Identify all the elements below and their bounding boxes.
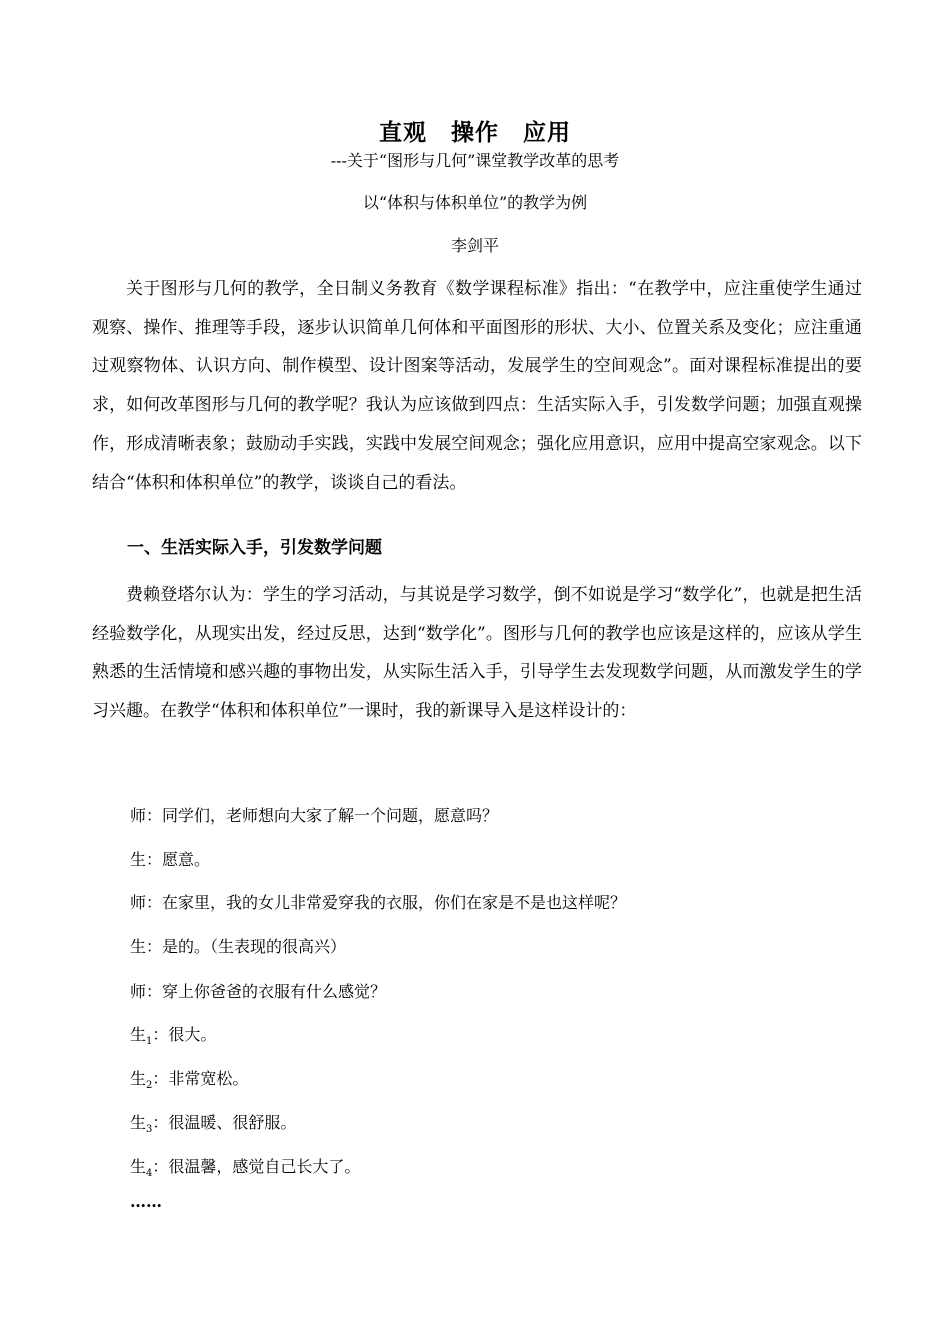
dialogue-text: ：在家里，我的女儿非常爱穿我的衣服，你们在家是不是也这样呢？ <box>146 893 627 912</box>
document-subtitle: ---关于“图形与几何”课堂教学改革的思考 <box>330 151 620 170</box>
document-title: 直观 操作 应用 <box>379 120 571 146</box>
dialogue-line <box>130 1154 360 1179</box>
dialogue-line <box>130 934 346 959</box>
dialogue-text: ：是的。（生表现的很高兴） <box>146 937 347 956</box>
dialogue-text: ：非常宽松。 <box>152 1069 249 1088</box>
dialogue-speaker-index: 2 <box>146 1080 153 1092</box>
dialogue-text: ：很温馨，感觉自己长大了。 <box>152 1157 361 1176</box>
dialogue-speaker: 生 <box>130 1157 147 1176</box>
dialogue-text: ：同学们，老师想向大家了解一个问题，愿意吗？ <box>146 806 499 825</box>
ellipsis: …… <box>130 1192 162 1211</box>
dialogue-text: ：很大。 <box>152 1025 217 1044</box>
dialogue-speaker-index: 1 <box>146 1036 153 1048</box>
dialogue-speaker: 师 <box>130 806 147 825</box>
dialogue-speaker-index: 3 <box>146 1124 153 1136</box>
dialogue-line <box>130 1022 216 1047</box>
author-name: 李剑平 <box>450 236 499 255</box>
dialogue-speaker: 师 <box>130 982 147 1001</box>
section-heading: 一、生活实际入手，引发数学问题 <box>127 538 382 558</box>
dialogue-text: ：很温暖、很舒服。 <box>152 1113 297 1132</box>
example-line: 以“体积与体积单位”的教学为例 <box>362 193 588 212</box>
dialogue-speaker: 生 <box>130 850 147 869</box>
dialogue-speaker: 生 <box>130 937 147 956</box>
dialogue-speaker: 师 <box>130 893 147 912</box>
dialogue-line <box>130 1066 248 1091</box>
dialogue-speaker: 生 <box>130 1025 147 1044</box>
dialogue-line <box>130 847 210 872</box>
dialogue-speaker: 生 <box>130 1069 147 1088</box>
dialogue-text: ：愿意。 <box>146 850 211 869</box>
dialogue-line <box>130 803 498 828</box>
dialogue-text: ：穿上你爸爸的衣服有什么感觉？ <box>146 982 387 1001</box>
paragraph-intro: 关于图形与几何的教学，全日制义务教育《数学课程标准》指出：“在教学中，应注重使学生通过观察、操作、推理等手段，逐步认识简单几何体和平面图形的形状、大小、位置关系及变化；应注重通过观察物体、认识方向、制作模型、设计图案等活动，发展学生的空间观念”。面对课程标准提出的要求，如何改革图形与几何的教学呢？我认为应该做到四点：生活实际入手，引发数学问题；加强直观操作，形成清晰表象；鼓励动手实践，实践中发展空间观念；强化应用意识，应用中提高空家观念。以下结合“体积和体积单位”的教学，谈谈自己的看法。 <box>92 279 862 493</box>
dialogue-line <box>130 1110 296 1135</box>
dialogue-speaker-index: 4 <box>146 1168 153 1180</box>
dialogue-line <box>130 890 626 915</box>
paragraph-section-1: 费赖登塔尔认为：学生的学习活动，与其说是学习数学，倒不如说是学习“数学化”，也就是把生活经验数学化，从现实出发，经过反思，达到“数学化”。图形与几何的教学也应该是这样的，应该从学生熟悉的生活情境和感兴趣的事物出发，从实际生活入手，引导学生去发现数学问题，从而激发学生的学习兴趣。在教学“体积和体积单位”一课时，我的新课导入是这样设计的： <box>92 585 862 722</box>
dialogue-line <box>130 979 386 1004</box>
dialogue-speaker: 生 <box>130 1113 147 1132</box>
